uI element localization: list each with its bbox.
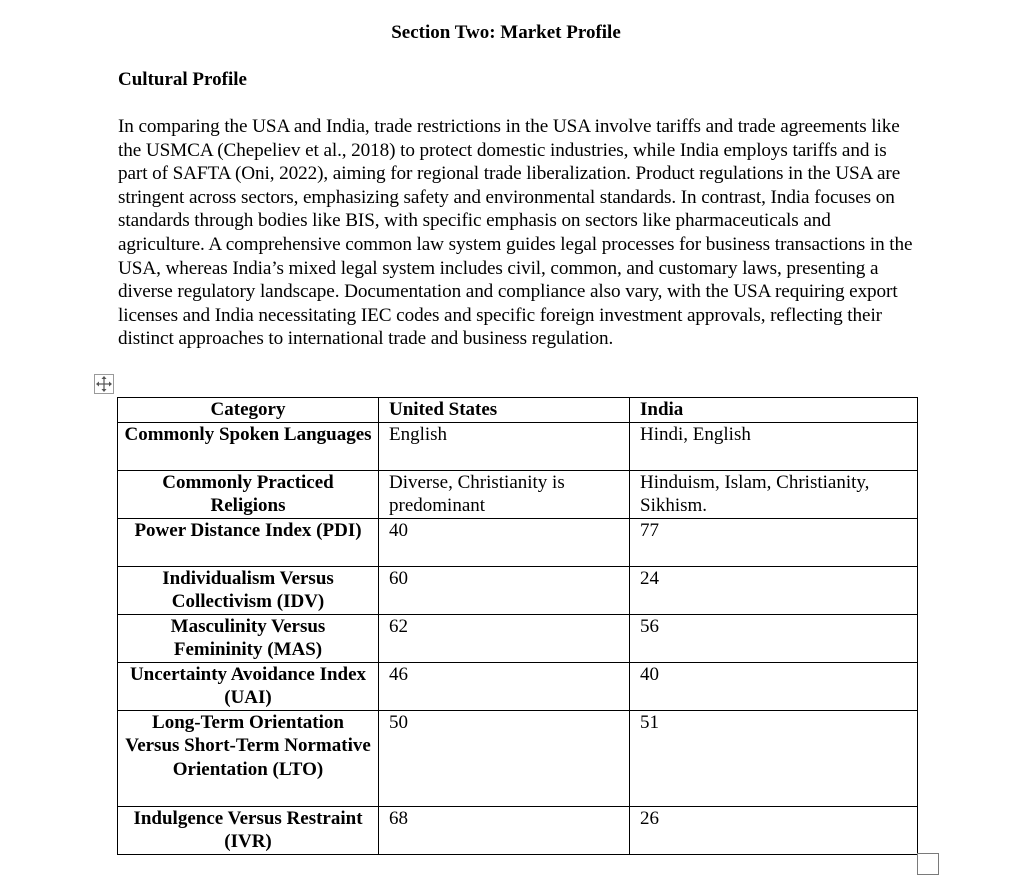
row-us-value: English <box>379 422 630 470</box>
row-us-value: 62 <box>379 614 630 662</box>
row-us-value: Diverse, Christianity is predominant <box>379 470 630 518</box>
table-row <box>118 470 918 518</box>
row-india-value: 51 <box>630 710 918 806</box>
row-category: Individualism Versus Collectivism (IDV) <box>118 566 379 614</box>
move-icon <box>95 375 113 393</box>
row-india-value: 40 <box>630 662 918 710</box>
table-resize-handle[interactable] <box>917 853 939 875</box>
row-category: Uncertainty Avoidance Index (UAI) <box>118 662 379 710</box>
table-header-row <box>118 398 918 423</box>
row-india-value: 26 <box>630 806 918 854</box>
row-category: Commonly Practiced Religions <box>118 470 379 518</box>
table-row <box>118 662 918 710</box>
row-category: Power Distance Index (PDI) <box>118 518 379 566</box>
row-category: Indulgence Versus Restraint (IVR) <box>118 806 379 854</box>
row-india-value: Hinduism, Islam, Christianity, Sikhism. <box>630 470 918 518</box>
row-india-value: 77 <box>630 518 918 566</box>
header-united-states: United States <box>379 398 630 423</box>
row-category: Long-Term Orientation Versus Short-Term Normative Orientation (LTO) <box>118 710 379 806</box>
row-india-value: 56 <box>630 614 918 662</box>
cultural-profile-table <box>117 397 918 855</box>
row-us-value: 60 <box>379 566 630 614</box>
row-us-value: 68 <box>379 806 630 854</box>
header-india: India <box>630 398 918 423</box>
table-row <box>118 518 918 566</box>
table-move-handle[interactable] <box>94 374 114 394</box>
text-cursor <box>917 517 918 539</box>
row-india-value: 24 <box>630 566 918 614</box>
table-row <box>118 422 918 470</box>
body-paragraph: In comparing the USA and India, trade restrictions in the USA involve tariffs and trade agreements like the USMCA (Chepeliev et al., 2018) to protect domestic industries, while India employs tariffs and is part of SAFTA (Oni, 2022), aiming for regional trade liberalization. Product regulations in the USA are stringent across sectors, emphasizing safety and environmental standards. In contrast, India focuses on standards through bodies like BIS, with specific emphasis on sectors like pharmaceuticals and agriculture. A comprehensive common law system guides legal processes for business transactions in the USA, whereas India’s mixed legal system includes civil, common, and customary laws, presenting a diverse regulatory landscape. Documentation and compliance also vary, with the USA requiring export licenses and India necessitating IEC codes and specific foreign investment approvals, reflecting their distinct approaches to international trade and business regulation. <box>118 116 913 350</box>
row-category: Commonly Spoken Languages <box>118 422 379 470</box>
section-title: Section Two: Market Profile <box>391 22 621 43</box>
row-category: Masculinity Versus Femininity (MAS) <box>118 614 379 662</box>
table-row <box>118 806 918 854</box>
table-row <box>118 566 918 614</box>
subheading: Cultural Profile <box>118 69 247 90</box>
row-india-value: Hindi, English <box>630 422 918 470</box>
row-us-value: 40 <box>379 518 630 566</box>
header-category: Category <box>118 398 379 423</box>
table-row <box>118 710 918 806</box>
row-us-value: 46 <box>379 662 630 710</box>
table-row <box>118 614 918 662</box>
row-us-value: 50 <box>379 710 630 806</box>
